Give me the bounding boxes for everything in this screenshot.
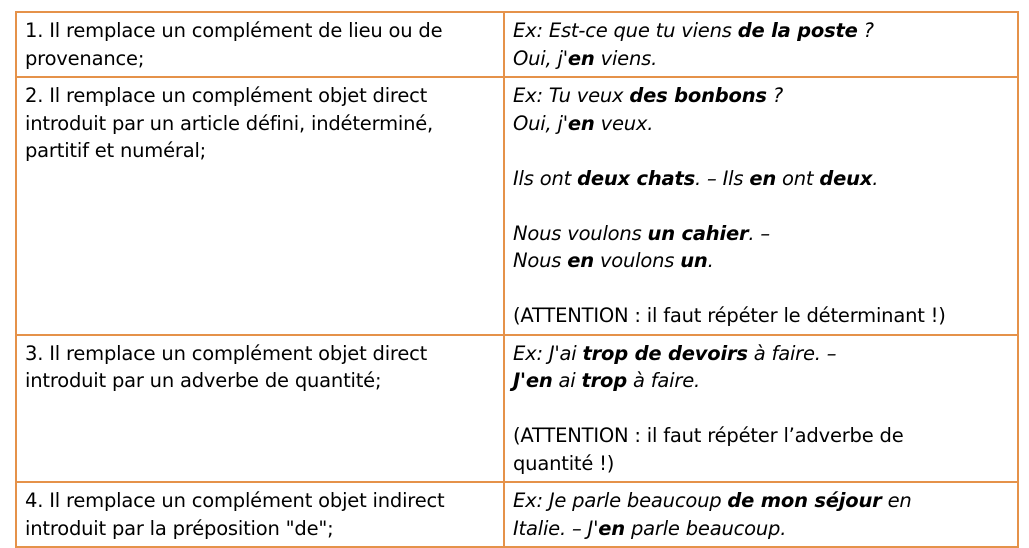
- rule-text-line: 2. Il remplace un complément objet direct: [25, 84, 428, 107]
- example-text: (ATTENTION : il faut répéter le déterminant !): [513, 304, 946, 327]
- example-text: Ex: Tu veux: [513, 84, 630, 107]
- example-text: à faire.: [627, 369, 701, 392]
- example-cell: [504, 482, 1018, 547]
- example-text: Ex: Je parle beaucoup: [513, 489, 728, 512]
- example-line: [513, 220, 1009, 248]
- emphasis-text: de la poste: [737, 19, 858, 42]
- example-text: .: [707, 249, 714, 272]
- example-line: [513, 17, 1009, 45]
- emphasis-text: J'en: [513, 369, 553, 392]
- emphasis-text: trop: [581, 369, 628, 392]
- example-line: [513, 82, 1009, 110]
- example-cell: [504, 335, 1018, 483]
- rule-text-line: introduit par un article défini, indéterminé,: [25, 111, 434, 135]
- rule-text-line: introduit par la préposition "de";: [25, 516, 334, 540]
- rule-text-line: provenance;: [25, 46, 145, 70]
- example-text: Ils ont: [513, 166, 578, 190]
- rule-cell: [16, 77, 504, 335]
- example-text: Oui, j': [513, 111, 568, 135]
- example-text: .: [872, 166, 879, 190]
- table-row: [16, 77, 1018, 335]
- example-text: en: [881, 489, 912, 512]
- example-text: ?: [857, 19, 874, 42]
- blank-line: [513, 192, 1009, 220]
- blank-line: [513, 395, 1009, 423]
- example-text: (ATTENTION : il faut répéter l’adverbe de: [513, 424, 904, 447]
- rules-table-body: [16, 12, 1018, 547]
- rule-text-line: 1. Il remplace un complément de lieu ou de: [25, 19, 443, 42]
- example-text: Nous voulons: [513, 221, 648, 245]
- example-text: ai: [552, 369, 582, 392]
- example-text: . – Ils: [695, 166, 750, 190]
- example-text: quantité !): [513, 451, 615, 475]
- example-text: viens.: [594, 46, 658, 70]
- example-cell: [504, 12, 1018, 77]
- example-line: [513, 302, 1009, 330]
- emphasis-text: en: [567, 249, 594, 272]
- example-line: [513, 515, 1009, 543]
- rule-text-line: 3. Il remplace un complément objet direct: [25, 341, 428, 365]
- rule-text-line: introduit par un adverbe de quantité;: [25, 369, 382, 392]
- emphasis-text: de mon séjour: [727, 489, 882, 512]
- example-text: ?: [766, 84, 783, 107]
- example-cell: [504, 77, 1018, 335]
- example-line: [513, 422, 1009, 450]
- example-line: [513, 165, 1009, 193]
- blank-line: [513, 137, 1009, 165]
- example-text: . –: [748, 221, 770, 245]
- rule-cell: [16, 12, 504, 77]
- rule-text-line: partitif et numéral;: [25, 139, 207, 162]
- example-line: [513, 340, 1009, 368]
- example-text: ont: [776, 166, 820, 190]
- example-line: [513, 367, 1009, 395]
- emphasis-text: des bonbons: [629, 84, 767, 107]
- example-text: parle beaucoup.: [624, 516, 787, 540]
- example-text: Nous: [513, 249, 568, 272]
- example-text: Italie. – J': [513, 516, 599, 540]
- rule-text-line: 4. Il remplace un complément objet indirect: [25, 489, 445, 512]
- emphasis-text: deux: [819, 166, 873, 190]
- example-line: [513, 450, 1009, 478]
- example-text: veux.: [594, 111, 654, 135]
- emphasis-text: trop de devoirs: [582, 341, 748, 365]
- emphasis-text: en: [749, 166, 777, 190]
- example-text: à faire. –: [747, 341, 837, 365]
- emphasis-text: un cahier: [647, 221, 749, 245]
- example-text: voulons: [593, 249, 681, 272]
- emphasis-text: deux chats: [577, 166, 696, 190]
- emphasis-text: en: [567, 46, 595, 70]
- table-row: [16, 482, 1018, 547]
- emphasis-text: un: [680, 249, 708, 272]
- example-text: Ex: J'ai: [513, 341, 583, 365]
- example-line: [513, 487, 1009, 515]
- rule-cell: [16, 335, 504, 483]
- rule-cell: [16, 482, 504, 547]
- example-line: [513, 45, 1009, 73]
- blank-line: [513, 275, 1009, 303]
- emphasis-text: en: [598, 516, 625, 540]
- table-row: [16, 335, 1018, 483]
- example-line: [513, 247, 1009, 275]
- example-text: Oui, j': [513, 46, 568, 70]
- example-line: [513, 110, 1009, 138]
- table-row: [16, 12, 1018, 77]
- emphasis-text: en: [567, 111, 595, 135]
- example-text: Ex: Est-ce que tu viens: [513, 19, 738, 42]
- rules-table: [15, 11, 1019, 548]
